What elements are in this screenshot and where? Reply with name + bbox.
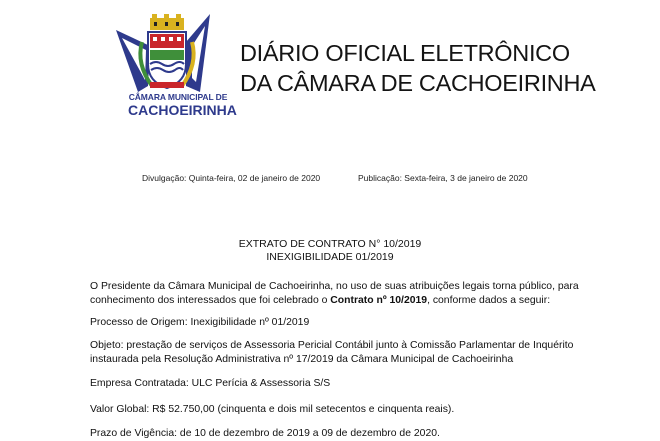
logo-caption-line2: CACHOEIRINHA <box>128 102 237 118</box>
logo-caption-line1: CÂMARA MUNICIPAL DE <box>128 92 228 102</box>
heading-line2: INEXIGIBILIDADE 01/2019 <box>266 251 394 263</box>
publicacao-date: Publicação: Sexta-feira, 3 de janeiro de 2020 <box>358 173 528 183</box>
intro-paragraph <box>90 280 590 307</box>
objeto-paragraph: Objeto: prestação de serviços de Assessoria Pericial Contábil junto à Comissão Parlamentar de Inquérito instaurada pela Resolução Administrativa nº 17/2019 da Câmara Municipal de Cachoeirinha <box>90 340 574 365</box>
intro-text: O Presidente da Câmara Municipal de Cachoeirinha, no uso de suas atribuições legais torna público, para conhecimento dos interessados que foi celebrado o <box>90 281 579 306</box>
empresa-line: Empresa Contratada: ULC Perícia & Assessoria S/S <box>90 378 331 389</box>
heading-line1: EXTRATO DE CONTRATO N° 10/2019 <box>238 238 422 250</box>
contract-number: Contrato nº 10/2019 <box>330 294 428 306</box>
divulgacao-date: Divulgação: Quinta-feira, 02 de janeiro de 2020 <box>142 173 321 183</box>
document-heading <box>0 238 660 264</box>
logo-banner <box>150 82 184 88</box>
valor-line: Valor Global: R$ 52.750,00 (cinquenta e dois mil setecentos e cinquenta reais). <box>90 404 455 415</box>
page-title <box>240 38 596 98</box>
prazo-line: Prazo de Vigência: de 10 de dezembro de 2019 a 09 de dezembro de 2020. <box>90 428 440 439</box>
title-line2: DA CÂMARA DE CACHOEIRINHA <box>240 70 596 96</box>
title-line1: DIÁRIO OFICIAL ELETRÔNICO <box>240 40 570 66</box>
processo-line: Processo de Origem: Inexigibilidade nº 01/2019 <box>90 317 310 328</box>
intro-text-end: , conforme dados a seguir: <box>427 294 551 306</box>
